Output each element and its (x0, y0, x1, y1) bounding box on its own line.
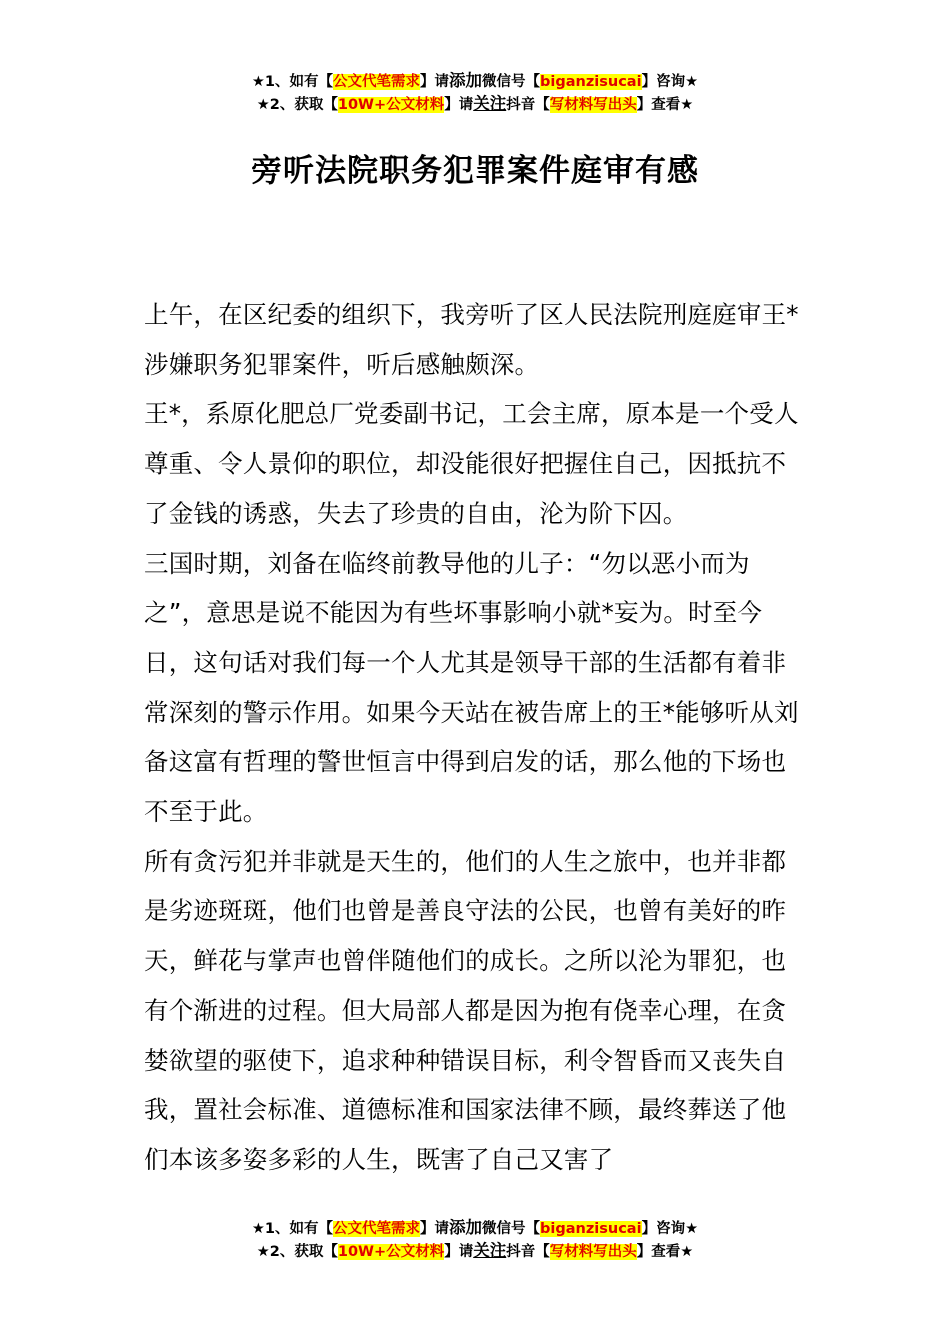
document-title: 旁听法院职务犯罪案件庭审有感 (251, 153, 699, 189)
promo-highlight: 公文代笔需求 (333, 74, 421, 90)
promo-footer (0, 1217, 950, 1263)
paragraph: 所有贪污犯并非就是天生的，他们的人生之旅中，也并非都是劣迹斑斑，他们也曾是善良守法的公民，也曾有美好的昨天，鲜花与掌声也曾伴随他们的成长。之所以沦为罪犯，也有个渐进的过程。但大局部人都是因为抱有侥幸心理，在贪婪欲望的驱使下，追求种种错误目标，利令智昏而又丧失自我，置社会标准、道德标准和国家法律不顾，最终葬送了他们本该多姿多彩的人生，既害了自己又害了 (144, 846, 787, 1174)
promo-highlight: 写材料写出头 (549, 97, 637, 113)
promo-line-2: ★2、获取【10W+公文材料】请关注抖音【写材料写出头】查看★ (256, 94, 694, 113)
promo-header (0, 70, 950, 116)
promo-highlight: biganzisucai (540, 1221, 642, 1237)
promo-highlight: biganzisucai (540, 74, 642, 90)
promo-highlight: 10W+公文材料 (337, 1244, 445, 1260)
paragraph: 王*，系原化肥总厂党委副书记，工会主席，原本是一个受人尊重、令人景仰的职位，却没能很好把握住自己，因抵抗不了金钱的诱惑，失去了珍贵的自由，沦为阶下囚。 (144, 399, 799, 528)
promo-line-1: ★1、如有【公文代笔需求】请添加微信号【biganzisucai】咨询★ (251, 71, 699, 90)
paragraph: 上午，在区纪委的组织下，我旁听了区人民法院刑庭庭审王*涉嫌职务犯罪案件，听后感触颇深。 (144, 300, 799, 379)
promo-highlight: 10W+公文材料 (337, 97, 445, 113)
promo-line-2: ★2、获取【10W+公文材料】请关注抖音【写材料写出头】查看★ (256, 1241, 694, 1260)
paragraph: 三国时期，刘备在临终前教导他的儿子：“勿以恶小而为之”，意思是说不能因为有些坏事影响小就*妄为。时至今日，这句话对我们每一个人尤其是领导干部的生活都有着非常深刻的警示作用。如果今天站在被告席上的王*能够听从刘备这富有哲理的警世恒言中得到启发的话，那么他的下场也不至于此。 (144, 548, 799, 827)
promo-highlight: 公文代笔需求 (333, 1221, 421, 1237)
promo-highlight: 写材料写出头 (549, 1244, 637, 1260)
document-body (144, 290, 808, 1185)
promo-line-1: ★1、如有【公文代笔需求】请添加微信号【biganzisucai】咨询★ (251, 1218, 699, 1237)
